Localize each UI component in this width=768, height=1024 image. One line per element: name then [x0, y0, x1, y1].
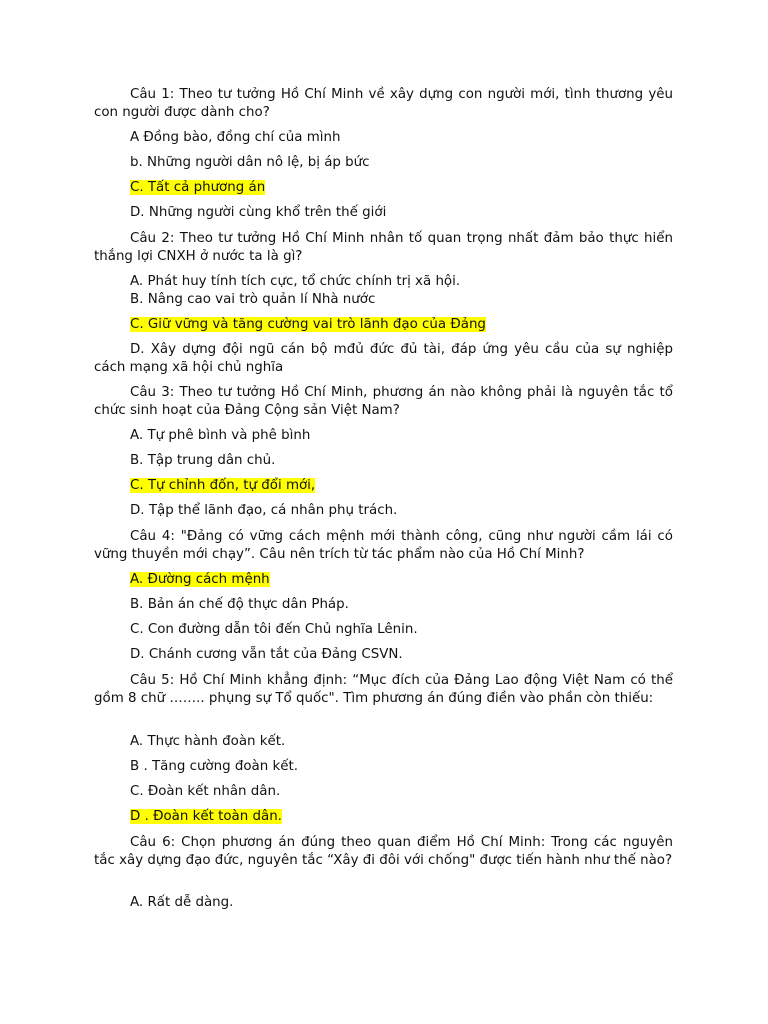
question-2: Câu 2: Theo tư tưởng Hồ Chí Minh nhân tố quan trọng nhất đảm bảo thực hiển thắng lợi CNXH ở nước ta là gì? — [94, 231, 673, 264]
question-5-option-d-highlighted: D . Đoàn kết toàn dân. — [130, 809, 282, 824]
question-6-option-a: A. Rất dễ dàng. — [130, 895, 234, 910]
question-2-option-a: A. Phát huy tính tích cực, tổ chức chính trị xã hội. — [130, 274, 461, 289]
question-4-option-c: C. Con đường dẫn tôi đến Chủ nghĩa Lênin. — [130, 622, 418, 637]
question-5: Câu 5: Hồ Chí Minh khẳng định: “Mục đích của Đảng Lao động Việt Nam có thể gồm 8 chữ …….. phụng sự Tổ quốc". Tìm phương án đúng điền vào phần còn thiếu: — [94, 673, 673, 706]
question-3-option-d: D. Tập thể lãnh đạo, cá nhân phụ trách. — [130, 503, 398, 518]
question-4-option-b: B. Bản án chế độ thực dân Pháp. — [130, 597, 349, 612]
question-5-option-b: B . Tăng cường đoàn kết. — [130, 759, 299, 774]
question-1-option-b: b. Những người dân nô lệ, bị áp bức — [130, 155, 370, 170]
question-5-option-a: A. Thực hành đoàn kết. — [130, 734, 286, 749]
question-3-option-b: B. Tập trung dân chủ. — [130, 453, 276, 468]
question-3-option-a: A. Tự phê bình và phê bình — [130, 428, 311, 443]
question-1-option-d: D. Những người cùng khổ trên thế giới — [130, 205, 387, 220]
question-1-option-a: A Đồng bào, đồng chí của mình — [130, 130, 341, 145]
question-3: Câu 3: Theo tư tưởng Hồ Chí Minh, phương án nào không phải là nguyên tắc tổ chức sinh hoạt của Đảng Cộng sản Việt Nam? — [94, 385, 673, 418]
question-4-option-d: D. Chánh cương vẵn tắt của Đảng CSVN. — [130, 647, 403, 662]
question-2-option-b: B. Nâng cao vai trò quản lí Nhà nước — [130, 292, 376, 307]
question-6: Câu 6: Chọn phương án đúng theo quan điểm Hồ Chí Minh: Trong các nguyên tắc xây dựng đạo đức, nguyên tắc “Xây đi đôi với chống" được tiến hành như thế nào? — [94, 835, 673, 868]
question-1-option-c-highlighted: C. Tất cả phương án — [130, 180, 266, 195]
question-2-option-c-highlighted: C. Giữ vững và tăng cường vai trò lãnh đạo của Đảng — [130, 317, 486, 332]
question-1: Câu 1: Theo tư tưởng Hồ Chí Minh về xây dựng con người mới, tình thương yêu con người được dành cho? — [94, 87, 673, 120]
question-4-option-a-highlighted: A. Đường cách mệnh — [130, 572, 270, 587]
question-3-option-c-highlighted: C. Tự chỉnh đốn, tự đổi mới, — [130, 478, 316, 493]
question-2-option-d: D. Xây dựng đội ngũ cán bộ mđủ đức đủ tài, đáp ứng yêu cầu của sự nghiệp cách mạng xã hội chủ nghĩa — [94, 342, 673, 375]
question-5-option-c: C. Đoàn kết nhân dân. — [130, 784, 281, 799]
question-4: Câu 4: "Đảng có vững cách mệnh mới thành công, cũng như người cầm lái có vững thuyền mới chạy”. Câu nên trích từ tác phẩm nào của Hồ Chí Minh? — [94, 529, 673, 562]
